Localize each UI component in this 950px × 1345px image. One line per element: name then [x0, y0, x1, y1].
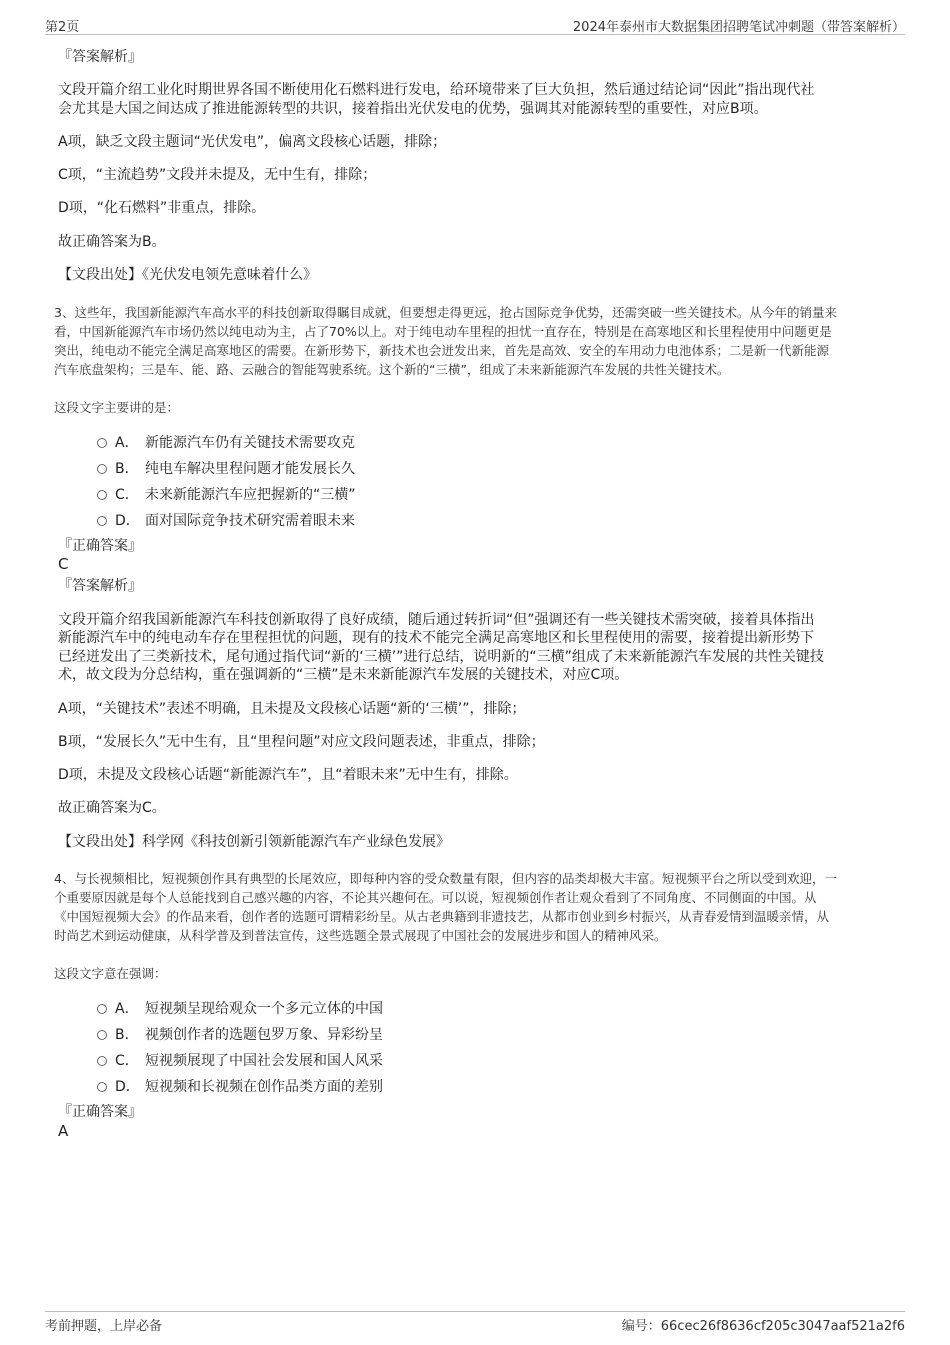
q3-option-d[interactable]: D． 面对国际竞争技术研究需着眼未来: [97, 510, 355, 530]
option-b-analysis: B项，“发展长久”无中生有，且“里程问题”对应文段问题表述，非重点，排除；: [58, 734, 545, 750]
document-title: 2024年泰州市大数据集团招聘笔试冲刺题（带答案解析）: [572, 20, 905, 35]
document-id: 编号：66cec26f8636cf205c3047aaf521a2f6: [621, 1319, 905, 1334]
q4-option-a[interactable]: A． 短视频呈现给观众一个多元立体的中国: [97, 998, 383, 1018]
page-header: [45, 14, 905, 35]
analysis-line: 已经迸发出了三类新技术，尾句通过指代词“新的‘三横’”进行总结，说明新的“三横”组成了未来新能源汽车发展的共性关键技: [58, 649, 824, 665]
option-c-analysis: C项，“主流趋势”文段并未提及，无中生有，排除；: [58, 167, 377, 183]
conclusion: 故正确答案为C。: [58, 800, 166, 816]
answer-mark: 『正确答案』: [58, 1104, 142, 1120]
correct-answer: C: [58, 555, 69, 573]
answer-mark: 『正确答案』: [58, 538, 142, 554]
option-d-analysis: D项，未提及文段核心话题“新能源汽车”，且“着眼未来”无中生有，排除。: [58, 767, 518, 783]
option-d-analysis: D项，“化石燃料”非重点，排除。: [58, 200, 266, 216]
analysis-mark: 『答案解析』: [58, 49, 142, 65]
radio-icon[interactable]: [97, 490, 107, 500]
question-4-stem: 这段文字意在强调：: [54, 966, 167, 981]
radio-icon[interactable]: [97, 464, 107, 474]
analysis-line: 术，故文段为分总结构，重在强调新的“三横”是未来新能源汽车发展的关键技术，对应C项。: [58, 667, 629, 683]
q3-option-b[interactable]: B． 纯电车解决里程问题才能发展长久: [97, 458, 355, 478]
q4-option-d[interactable]: D． 短视频和长视频在创作品类方面的差别: [97, 1076, 383, 1096]
q3-option-a[interactable]: A． 新能源汽车仍有关键技术需要攻克: [97, 432, 355, 452]
analysis-mark: 『答案解析』: [58, 578, 142, 594]
analysis-line: 文段开篇介绍我国新能源汽车科技创新取得了良好成绩，随后通过转折词“但”强调还有一些关键技术需突破，接着具体指出: [58, 612, 815, 628]
question-4-line: 时尚艺术到运动健康，从科学普及到普法宣传，这些选题全景式展现了中国社会的发展进步和国人的精神风采。: [54, 928, 667, 943]
question-4-line: 《中国短视频大会》的作品来看，创作者的选题可谓精彩纷呈。从古老典籍到非遗技艺，从都市创业到乡村振兴，从青春爱情到温暖亲情，从: [54, 909, 830, 924]
question-3-line: 汽车底盘架构；三是车、能、路、云融合的智能驾驶系统。这个新的“三横”，组成了未来新能源汽车发展的共性关键技术。: [54, 362, 730, 377]
question-3-stem: 这段文字主要讲的是：: [54, 400, 180, 415]
q4-option-b[interactable]: B． 视频创作者的选题包罗万象、异彩纷呈: [97, 1024, 383, 1044]
analysis-line: 会尤其是大国之间达成了推进能源转型的共识，接着指出光伏发电的优势，强调其对能源转型的重要性，对应B项。: [58, 101, 768, 117]
question-3-line: 看，中国新能源汽车市场仍然以纯电动为主，占了70%以上。对于纯电动车里程的担忧一直存在，特别是在高寒地区和长里程使用中问题更是: [54, 324, 832, 339]
page-footer: [45, 1311, 905, 1338]
source: 【文段出处】科学网《科技创新引领新能源汽车产业绿色发展》: [58, 834, 450, 850]
correct-answer: A: [58, 1122, 69, 1140]
q3-option-c[interactable]: C． 未来新能源汽车应把握新的“三横”: [97, 484, 356, 504]
radio-icon[interactable]: [97, 516, 107, 526]
analysis-line: 文段开篇介绍工业化时期世界各国不断使用化石燃料进行发电，给环境带来了巨大负担，然后通过结论词“因此”指出现代社: [58, 82, 815, 98]
radio-icon[interactable]: [97, 438, 107, 448]
radio-icon[interactable]: [97, 1004, 107, 1014]
page-number: 第2页: [45, 20, 80, 35]
conclusion: 故正确答案为B。: [58, 234, 166, 250]
option-a-analysis: A项，“关键技术”表述不明确，且未提及文段核心话题“新的‘三横’”，排除；: [58, 701, 526, 717]
footer-slogan: 考前押题，上岸必备: [45, 1319, 163, 1334]
analysis-line: 新能源汽车中的纯电动车存在里程担忧的问题，现有的技术不能完全满足高寒地区和长里程使用的需要，接着提出新形势下: [58, 630, 814, 646]
question-4-line: 4、与长视频相比，短视频创作具有典型的长尾效应，即每种内容的受众数量有限，但内容的品类却极大丰富。短视频平台之所以受到欢迎，一: [54, 871, 837, 886]
radio-icon[interactable]: [97, 1030, 107, 1040]
source: 【文段出处】《光伏发电领先意味着什么》: [58, 267, 317, 283]
question-3-line: 突出，纯电动不能完全满足高寒地区的需要。在新形势下，新技术也会迸发出来，首先是高效、安全的车用动力电池体系；二是新一代新能源: [54, 343, 830, 358]
option-a-analysis: A项，缺乏文段主题词“光伏发电”，偏离文段核心话题，排除；: [58, 134, 447, 150]
question-3-line: 3、这些年，我国新能源汽车高水平的科技创新取得瞩目成就，但要想走得更远，抢占国际竞争优势，还需突破一些关键技术。从今年的销量来: [54, 305, 837, 320]
radio-icon[interactable]: [97, 1056, 107, 1066]
radio-icon[interactable]: [97, 1082, 107, 1092]
q4-option-c[interactable]: C． 短视频展现了中国社会发展和国人风采: [97, 1050, 383, 1070]
question-4-line: 个重要原因就是每个人总能找到自己感兴趣的内容，不论其兴趣何在。可以说，短视频创作者让观众看到了不同角度、不同侧面的中国。从: [54, 890, 817, 905]
